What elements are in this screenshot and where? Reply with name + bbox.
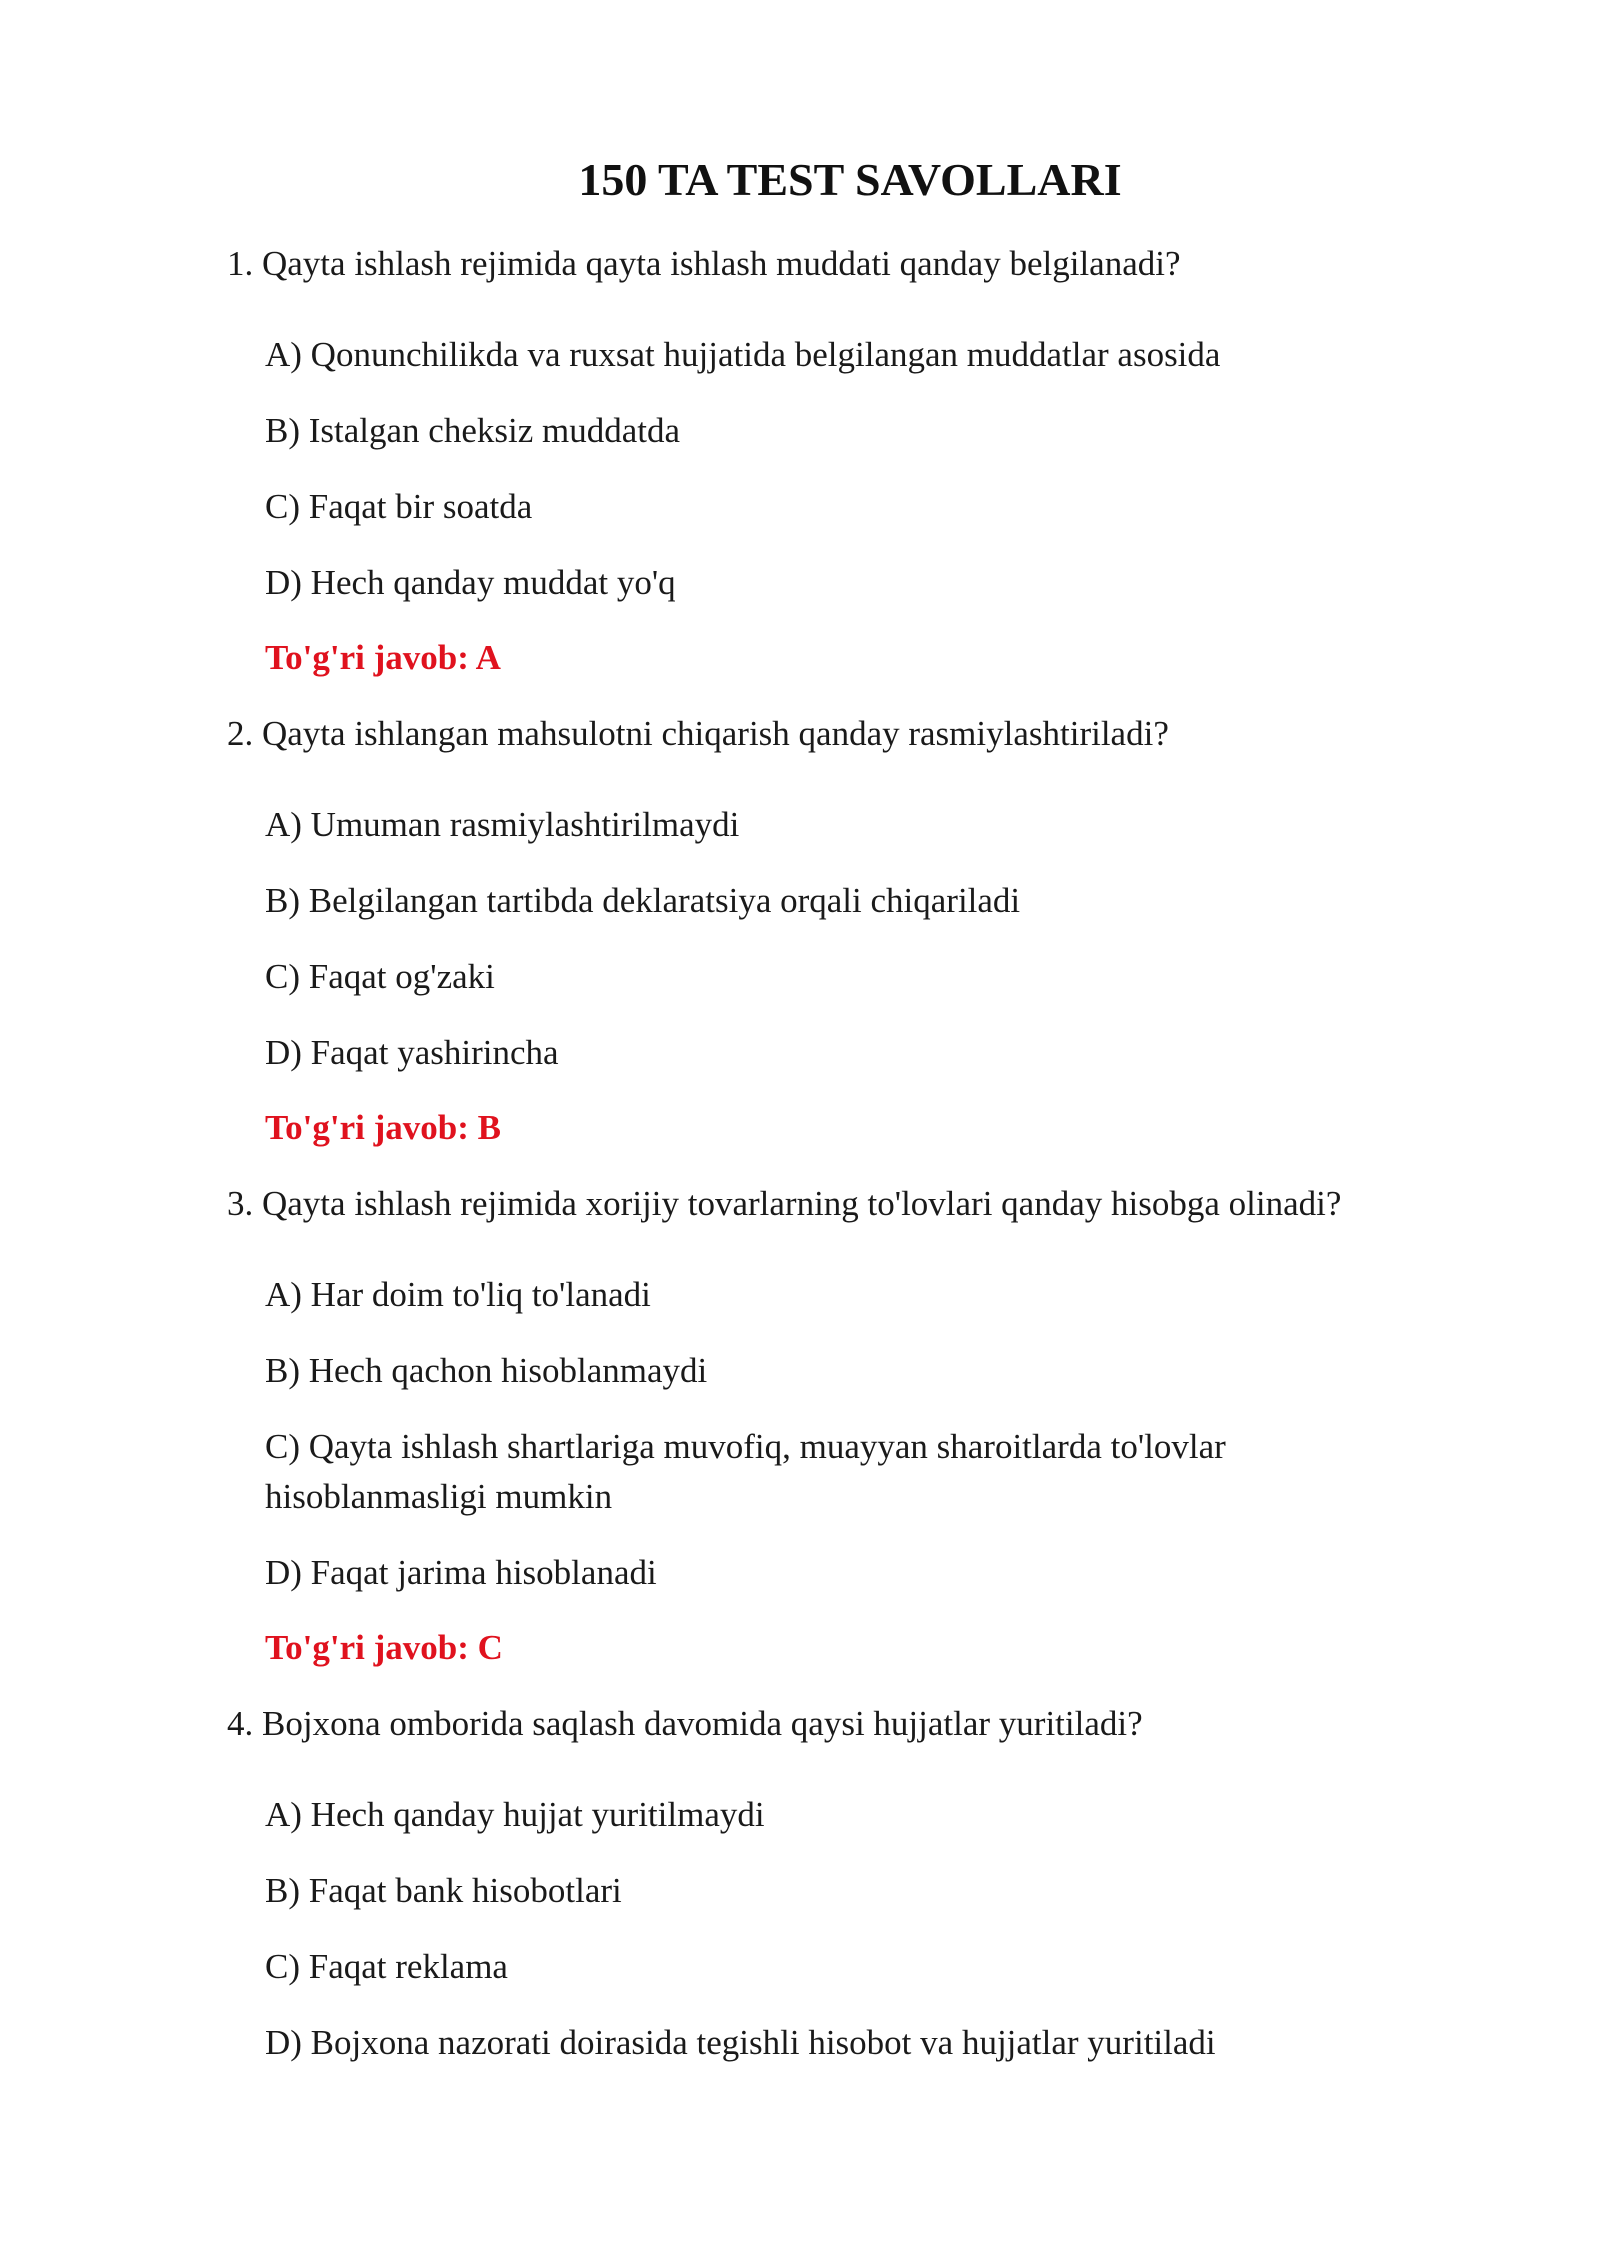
correct-answer: To'g'ri javob: B bbox=[265, 1108, 501, 1147]
option-a: A) Har doim to'liq to'lanadi bbox=[265, 1275, 651, 1314]
option-c: C) Faqat bir soatda bbox=[265, 487, 533, 526]
document-title: 150 TA TEST SAVOLLARI bbox=[578, 154, 1122, 205]
question-number: 1. bbox=[227, 244, 254, 283]
option-a: A) Hech qanday hujjat yuritilmaydi bbox=[265, 1795, 765, 1834]
question-4 bbox=[227, 1700, 1527, 1748]
option-b: B) Faqat bank hisobotlari bbox=[265, 1871, 622, 1910]
option-c: C) Faqat reklama bbox=[265, 1947, 508, 1986]
question-text: Qayta ishlash rejimida qayta ishlash muddati qanday belgilanadi? bbox=[262, 244, 1181, 283]
question-number: 3. bbox=[227, 1184, 254, 1223]
option-c: C) Qayta ishlash shartlariga muvofiq, muayyan sharoitlarda to'lovlar hisoblanmasligi mumkin bbox=[265, 1427, 1226, 1516]
question-3 bbox=[227, 1180, 1527, 1228]
option-c: C) Faqat og'zaki bbox=[265, 957, 495, 996]
question-number: 4. bbox=[227, 1704, 254, 1743]
question-text: Qayta ishlash rejimida xorijiy tovarlarning to'lovlari qanday hisobga olinadi? bbox=[262, 1184, 1342, 1223]
option-b: B) Belgilangan tartibda deklaratsiya orqali chiqariladi bbox=[265, 881, 1021, 920]
option-a: A) Umuman rasmiylashtirilmaydi bbox=[265, 805, 740, 844]
correct-answer: To'g'ri javob: A bbox=[265, 638, 501, 677]
option-d: D) Faqat yashirincha bbox=[265, 1033, 559, 1072]
option-a: A) Qonunchilikda va ruxsat hujjatida belgilangan muddatlar asosida bbox=[265, 335, 1221, 374]
question-2 bbox=[227, 710, 1527, 758]
option-b: B) Istalgan cheksiz muddatda bbox=[265, 411, 681, 450]
question-1 bbox=[227, 240, 1527, 288]
question-number: 2. bbox=[227, 714, 254, 753]
correct-answer: To'g'ri javob: C bbox=[265, 1628, 503, 1667]
option-d: D) Bojxona nazorati doirasida tegishli hisobot va hujjatlar yuritiladi bbox=[265, 2023, 1216, 2062]
question-text: Qayta ishlangan mahsulotni chiqarish qanday rasmiylashtiriladi? bbox=[262, 714, 1169, 753]
option-b: B) Hech qachon hisoblanmaydi bbox=[265, 1351, 708, 1390]
question-text: Bojxona omborida saqlash davomida qaysi hujjatlar yuritiladi? bbox=[262, 1704, 1143, 1743]
option-d: D) Hech qanday muddat yo'q bbox=[265, 563, 676, 602]
option-d: D) Faqat jarima hisoblanadi bbox=[265, 1553, 657, 1592]
